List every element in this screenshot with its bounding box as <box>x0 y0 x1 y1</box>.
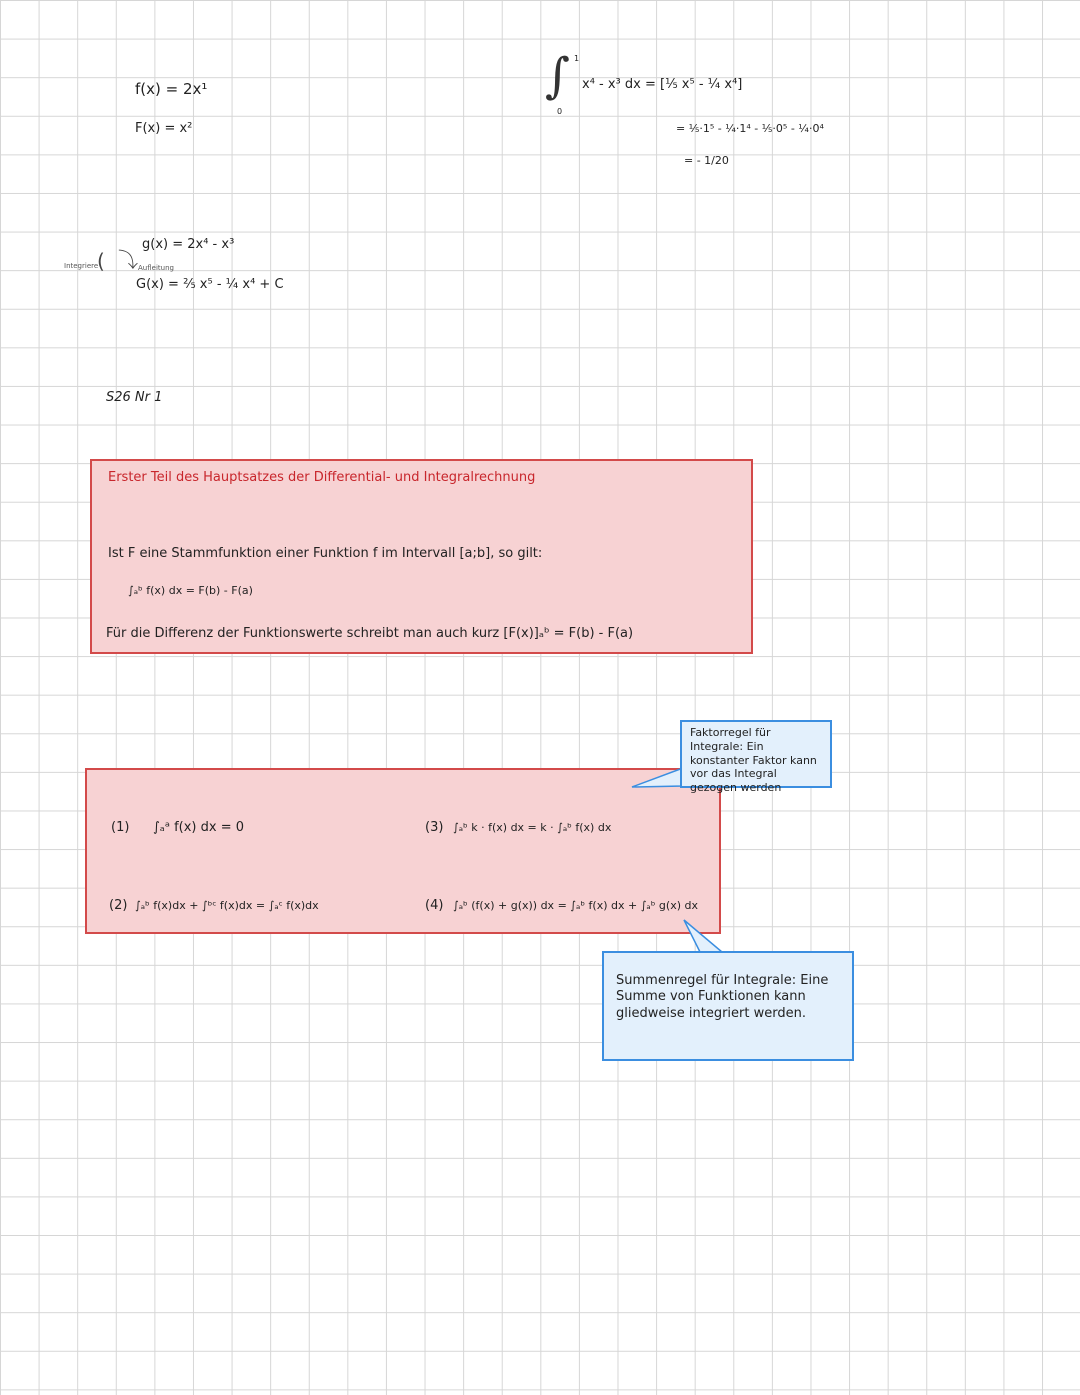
margin-label-integriere: Integriere <box>64 262 99 270</box>
integral-sign-icon: ∫ <box>545 48 571 104</box>
rule-1-formula: ∫ₐᵃ f(x) dx = 0 <box>153 820 245 835</box>
integral-step-1: = ⅕·1⁵ - ¼·1⁴ - ⅕·0⁵ - ¼·0⁴ <box>676 122 824 135</box>
G-definition: G(x) = ⅖ x⁵ - ¼ x⁴ + C <box>136 277 284 292</box>
rule-2-label: (2) <box>109 898 128 913</box>
integral-upper-bound: 1 <box>574 54 580 63</box>
rule-4-formula: ∫ₐᵇ (f(x) + g(x)) dx = ∫ₐᵇ f(x) dx + ∫ₐᵇ g(x) dx <box>453 899 698 912</box>
theorem-title: Erster Teil des Hauptsatzes der Differential- und Integralrechnung <box>108 470 536 485</box>
rule-1-label: (1) <box>111 820 130 835</box>
sum-rule-pointer <box>684 920 722 952</box>
rule-3-label: (3) <box>425 820 444 835</box>
rule-3-formula: ∫ₐᵇ k · f(x) dx = k · ∫ₐᵇ f(x) dx <box>453 821 612 834</box>
rule-4-label: (4) <box>425 898 444 913</box>
factor-rule-callout: Faktorregel für Integrale: Ein konstanter Faktor kann vor das Integral gezogen werden <box>680 720 832 788</box>
arrow-label-aufleitung: Aufleitung <box>138 264 174 272</box>
reference-label: S26 Nr 1 <box>106 390 163 405</box>
left-paren-bracket: ( <box>97 249 105 273</box>
f-definition: f(x) = 2x¹ <box>135 80 208 98</box>
g-definition: g(x) = 2x⁴ - x³ <box>142 237 235 252</box>
integral-lower-bound: 0 <box>557 107 563 116</box>
factor-rule-pointer <box>632 768 683 787</box>
F-definition: F(x) = x² <box>135 121 193 136</box>
theorem-notation: Für die Differenz der Funktionswerte schreibt man auch kurz [F(x)]ₐᵇ = F(b) - F(a) <box>106 626 634 641</box>
theorem-statement: Ist F eine Stammfunktion einer Funktion f im Intervall [a;b], so gilt: <box>108 546 543 561</box>
down-arrow-icon: ⤵ <box>118 248 138 272</box>
integral-expression: x⁴ - x³ dx = [⅕ x⁵ - ¼ x⁴] <box>582 77 743 92</box>
rule-2-formula: ∫ₐᵇ f(x)dx + ∫ᵇᶜ f(x)dx = ∫ₐᶜ f(x)dx <box>135 899 319 912</box>
sum-rule-callout: Summenregel für Integrale: Eine Summe von Funktionen kann gliedweise integriert werden. <box>602 951 854 1061</box>
integral-result: = - 1/20 <box>684 154 729 167</box>
theorem-formula: ∫ₐᵇ f(x) dx = F(b) - F(a) <box>128 584 253 597</box>
